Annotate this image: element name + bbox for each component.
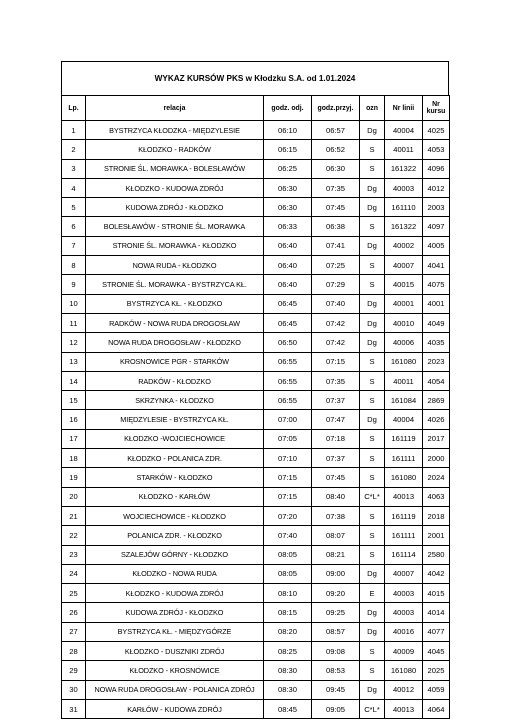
table-row (62, 564, 450, 583)
cell-godz-odj: 07:00 (264, 410, 312, 429)
cell-nr-linii: 161322 (385, 159, 423, 178)
cell-lp: 26 (62, 603, 86, 622)
cell-relacja: BYSTRZYCA KŁ. - MIĘDZYGÓRZE (86, 622, 264, 641)
cell-godz-przyj: 08:21 (312, 545, 360, 564)
table-body (62, 121, 450, 719)
cell-nr-linii: 40010 (385, 313, 423, 332)
schedule-table (61, 95, 450, 719)
header-nr-linii: Nr linii (385, 96, 423, 121)
cell-nr-linii: 161080 (385, 468, 423, 487)
cell-lp: 11 (62, 313, 86, 332)
cell-nr-linii: 40002 (385, 236, 423, 255)
cell-ozn: Dg (360, 198, 385, 217)
table-row (62, 236, 450, 255)
cell-relacja: RADKÓW - KŁODZKO (86, 371, 264, 390)
cell-lp: 25 (62, 584, 86, 603)
cell-lp: 23 (62, 545, 86, 564)
table-row (62, 429, 450, 448)
cell-lp: 6 (62, 217, 86, 236)
cell-ozn: S (360, 545, 385, 564)
cell-lp: 21 (62, 506, 86, 525)
cell-nr-kursu: 2018 (423, 506, 450, 525)
cell-nr-linii: 40003 (385, 178, 423, 197)
cell-nr-kursu: 4025 (423, 121, 450, 140)
cell-relacja: KŁODZKO - POLANICA ZDR. (86, 449, 264, 468)
cell-godz-odj: 06:55 (264, 391, 312, 410)
cell-nr-linii: 161114 (385, 545, 423, 564)
cell-nr-linii: 40016 (385, 622, 423, 641)
cell-nr-kursu: 4012 (423, 178, 450, 197)
cell-lp: 7 (62, 236, 86, 255)
cell-nr-kursu: 4075 (423, 275, 450, 294)
cell-ozn: Dg (360, 236, 385, 255)
cell-nr-kursu: 4054 (423, 371, 450, 390)
cell-godz-odj: 08:15 (264, 603, 312, 622)
cell-ozn: S (360, 275, 385, 294)
cell-nr-kursu: 4077 (423, 622, 450, 641)
table-row (62, 603, 450, 622)
cell-nr-kursu: 4001 (423, 294, 450, 313)
cell-lp: 5 (62, 198, 86, 217)
cell-relacja: NOWA RUDA - KŁODZKO (86, 256, 264, 275)
cell-godz-odj: 06:40 (264, 256, 312, 275)
cell-nr-linii: 40003 (385, 603, 423, 622)
table-row (62, 313, 450, 332)
cell-relacja: STRONIE ŚL. MORAWKA - BOLESŁAWÓW (86, 159, 264, 178)
cell-ozn: S (360, 429, 385, 448)
table-row (62, 391, 450, 410)
table-row (62, 487, 450, 506)
cell-ozn: Dg (360, 410, 385, 429)
cell-godz-odj: 06:50 (264, 333, 312, 352)
cell-ozn: S (360, 371, 385, 390)
cell-lp: 4 (62, 178, 86, 197)
cell-godz-odj: 07:15 (264, 468, 312, 487)
cell-lp: 18 (62, 449, 86, 468)
cell-nr-kursu: 4015 (423, 584, 450, 603)
cell-relacja: KUDOWA ZDRÓJ - KŁODZKO (86, 603, 264, 622)
cell-ozn: Dg (360, 313, 385, 332)
cell-godz-odj: 06:33 (264, 217, 312, 236)
table-row (62, 140, 450, 159)
cell-nr-linii: 40004 (385, 121, 423, 140)
cell-lp: 3 (62, 159, 86, 178)
cell-godz-przyj: 09:20 (312, 584, 360, 603)
cell-godz-odj: 07:05 (264, 429, 312, 448)
cell-relacja: STRONIE ŚL. MORAWKA - BYSTRZYCA KŁ. (86, 275, 264, 294)
table-row (62, 468, 450, 487)
cell-nr-kursu: 4041 (423, 256, 450, 275)
table-row (62, 275, 450, 294)
cell-ozn: S (360, 217, 385, 236)
cell-godz-odj: 08:05 (264, 545, 312, 564)
cell-nr-linii: 161110 (385, 198, 423, 217)
cell-nr-linii: 40007 (385, 256, 423, 275)
cell-nr-linii: 40006 (385, 333, 423, 352)
cell-godz-odj: 06:15 (264, 140, 312, 159)
cell-nr-kursu: 4049 (423, 313, 450, 332)
cell-nr-linii: 161111 (385, 526, 423, 545)
cell-godz-przyj: 07:40 (312, 294, 360, 313)
cell-nr-kursu: 4064 (423, 699, 450, 718)
cell-nr-kursu: 4097 (423, 217, 450, 236)
table-row (62, 584, 450, 603)
cell-godz-odj: 08:45 (264, 699, 312, 718)
cell-godz-odj: 06:45 (264, 294, 312, 313)
cell-ozn: Dg (360, 680, 385, 699)
table-row (62, 256, 450, 275)
cell-godz-przyj: 07:41 (312, 236, 360, 255)
cell-godz-przyj: 07:37 (312, 391, 360, 410)
cell-godz-przyj: 07:25 (312, 256, 360, 275)
cell-godz-przyj: 09:08 (312, 642, 360, 661)
header-lp: Lp. (62, 96, 86, 121)
cell-ozn: S (360, 506, 385, 525)
cell-nr-linii: 40003 (385, 584, 423, 603)
cell-godz-przyj: 08:57 (312, 622, 360, 641)
cell-ozn: S (360, 391, 385, 410)
cell-godz-przyj: 06:52 (312, 140, 360, 159)
cell-lp: 30 (62, 680, 86, 699)
header-godz-odj: godz. odj. (264, 96, 312, 121)
cell-nr-linii: 161084 (385, 391, 423, 410)
cell-godz-przyj: 09:25 (312, 603, 360, 622)
cell-ozn: C*L* (360, 699, 385, 718)
cell-nr-linii: 40001 (385, 294, 423, 313)
cell-godz-przyj: 06:57 (312, 121, 360, 140)
cell-nr-linii: 40011 (385, 140, 423, 159)
cell-ozn: S (360, 526, 385, 545)
cell-lp: 12 (62, 333, 86, 352)
cell-nr-kursu: 2023 (423, 352, 450, 371)
cell-relacja: BYSTRZYCA KŁODZKA - MIĘDZYLESIE (86, 121, 264, 140)
cell-lp: 22 (62, 526, 86, 545)
header-row (62, 96, 450, 121)
cell-godz-odj: 08:20 (264, 622, 312, 641)
cell-lp: 28 (62, 642, 86, 661)
cell-lp: 19 (62, 468, 86, 487)
cell-relacja: KŁODZKO - KROSNOWICE (86, 661, 264, 680)
cell-relacja: POLANICA ZDR. - KŁODZKO (86, 526, 264, 545)
cell-godz-przyj: 08:40 (312, 487, 360, 506)
table-row (62, 333, 450, 352)
cell-godz-przyj: 07:18 (312, 429, 360, 448)
cell-godz-przyj: 08:53 (312, 661, 360, 680)
cell-godz-przyj: 07:38 (312, 506, 360, 525)
header-nr-kursu: Nr kursu (423, 96, 450, 121)
table-row (62, 699, 450, 718)
cell-nr-linii: 40011 (385, 371, 423, 390)
cell-relacja: KŁODZKO - KUDOWA ZDRÓJ (86, 584, 264, 603)
cell-godz-przyj: 07:45 (312, 198, 360, 217)
cell-nr-kursu: 4035 (423, 333, 450, 352)
cell-relacja: NOWA RUDA DROGOSŁAW - KŁODZKO (86, 333, 264, 352)
cell-relacja: BOLESŁAWÓW - STRONIE ŚL. MORAWKA (86, 217, 264, 236)
table-row (62, 642, 450, 661)
cell-nr-linii: 161322 (385, 217, 423, 236)
cell-godz-przyj: 07:37 (312, 449, 360, 468)
cell-nr-kursu: 4053 (423, 140, 450, 159)
cell-nr-kursu: 2024 (423, 468, 450, 487)
cell-nr-linii: 161080 (385, 661, 423, 680)
table-row (62, 178, 450, 197)
cell-relacja: RADKÓW - NOWA RUDA DROGOSŁAW (86, 313, 264, 332)
cell-relacja: KŁODZKO - DUSZNIKI ZDRÓJ (86, 642, 264, 661)
cell-lp: 2 (62, 140, 86, 159)
cell-nr-kursu: 2017 (423, 429, 450, 448)
table-row (62, 121, 450, 140)
cell-ozn: C*L* (360, 487, 385, 506)
document-title: WYKAZ KURSÓW PKS w Kłodzku S.A. od 1.01.2024 (61, 61, 449, 95)
cell-relacja: BYSTRZYCA KŁ. - KŁODZKO (86, 294, 264, 313)
cell-relacja: NOWA RUDA DROGOSŁAW - POLANICA ZDRÓJ (86, 680, 264, 699)
cell-ozn: S (360, 140, 385, 159)
cell-lp: 1 (62, 121, 86, 140)
cell-godz-przyj: 09:05 (312, 699, 360, 718)
cell-relacja: KARŁÓW - KUDOWA ZDRÓJ (86, 699, 264, 718)
cell-godz-odj: 08:05 (264, 564, 312, 583)
cell-lp: 31 (62, 699, 86, 718)
cell-nr-kursu: 4063 (423, 487, 450, 506)
cell-nr-kursu: 2580 (423, 545, 450, 564)
cell-lp: 8 (62, 256, 86, 275)
table-row (62, 294, 450, 313)
cell-relacja: WOJCIECHOWICE - KŁODZKO (86, 506, 264, 525)
cell-godz-odj: 06:30 (264, 178, 312, 197)
cell-nr-linii: 161119 (385, 429, 423, 448)
cell-nr-linii: 40007 (385, 564, 423, 583)
cell-godz-przyj: 07:47 (312, 410, 360, 429)
cell-godz-odj: 06:40 (264, 275, 312, 294)
cell-ozn: Dg (360, 121, 385, 140)
cell-ozn: S (360, 642, 385, 661)
cell-ozn: E (360, 584, 385, 603)
cell-godz-odj: 06:55 (264, 352, 312, 371)
header-ozn: ozn (360, 96, 385, 121)
cell-relacja: KUDOWA ZDRÓJ - KŁODZKO (86, 198, 264, 217)
cell-godz-przyj: 09:45 (312, 680, 360, 699)
cell-nr-linii: 161080 (385, 352, 423, 371)
table-row (62, 410, 450, 429)
cell-ozn: S (360, 468, 385, 487)
cell-relacja: KŁODZKO -WOJCIECHOWICE (86, 429, 264, 448)
cell-nr-kursu: 4096 (423, 159, 450, 178)
cell-godz-przyj: 06:38 (312, 217, 360, 236)
table-row (62, 352, 450, 371)
cell-ozn: Dg (360, 294, 385, 313)
cell-godz-odj: 07:40 (264, 526, 312, 545)
cell-ozn: S (360, 352, 385, 371)
cell-godz-odj: 08:30 (264, 680, 312, 699)
cell-godz-przyj: 07:45 (312, 468, 360, 487)
cell-ozn: Dg (360, 333, 385, 352)
cell-ozn: S (360, 661, 385, 680)
cell-ozn: S (360, 449, 385, 468)
cell-godz-odj: 07:15 (264, 487, 312, 506)
cell-godz-odj: 07:10 (264, 449, 312, 468)
cell-lp: 13 (62, 352, 86, 371)
header-godz-przyj: godz.przyj. (312, 96, 360, 121)
cell-relacja: SZALEJÓW GÓRNY - KŁODZKO (86, 545, 264, 564)
table-row (62, 661, 450, 680)
cell-godz-odj: 08:30 (264, 661, 312, 680)
cell-godz-odj: 06:55 (264, 371, 312, 390)
cell-lp: 14 (62, 371, 86, 390)
cell-nr-linii: 40012 (385, 680, 423, 699)
table-row (62, 198, 450, 217)
table-row (62, 622, 450, 641)
cell-godz-przyj: 07:35 (312, 178, 360, 197)
cell-godz-przyj: 07:35 (312, 371, 360, 390)
cell-nr-kursu: 4014 (423, 603, 450, 622)
cell-lp: 17 (62, 429, 86, 448)
cell-lp: 16 (62, 410, 86, 429)
cell-relacja: STARKÓW - KŁODZKO (86, 468, 264, 487)
cell-relacja: KŁODZKO - KARŁÓW (86, 487, 264, 506)
cell-godz-przyj: 07:42 (312, 313, 360, 332)
table-row (62, 506, 450, 525)
cell-relacja: SKRZYNKA - KŁODZKO (86, 391, 264, 410)
cell-godz-przyj: 08:07 (312, 526, 360, 545)
cell-lp: 15 (62, 391, 86, 410)
cell-godz-odj: 08:25 (264, 642, 312, 661)
cell-godz-odj: 08:10 (264, 584, 312, 603)
cell-relacja: KŁODZKO - KUDOWA ZDRÓJ (86, 178, 264, 197)
cell-nr-kursu: 4005 (423, 236, 450, 255)
cell-ozn: Dg (360, 178, 385, 197)
cell-godz-odj: 07:20 (264, 506, 312, 525)
cell-godz-przyj: 07:42 (312, 333, 360, 352)
cell-nr-kursu: 2001 (423, 526, 450, 545)
cell-nr-kursu: 4059 (423, 680, 450, 699)
cell-relacja: STRONIE ŚL. MORAWKA - KŁODZKO (86, 236, 264, 255)
table-row (62, 217, 450, 236)
cell-nr-linii: 40015 (385, 275, 423, 294)
table-row (62, 680, 450, 699)
header-relacja: relacja (86, 96, 264, 121)
cell-godz-przyj: 07:29 (312, 275, 360, 294)
table-row (62, 526, 450, 545)
schedule-sheet (61, 61, 449, 719)
cell-ozn: S (360, 256, 385, 275)
cell-godz-odj: 06:45 (264, 313, 312, 332)
cell-godz-przyj: 07:15 (312, 352, 360, 371)
cell-relacja: KROSNOWICE PGR - STARKÓW (86, 352, 264, 371)
cell-godz-odj: 06:25 (264, 159, 312, 178)
table-row (62, 545, 450, 564)
cell-godz-odj: 06:10 (264, 121, 312, 140)
cell-godz-przyj: 09:00 (312, 564, 360, 583)
cell-ozn: S (360, 159, 385, 178)
cell-nr-kursu: 2000 (423, 449, 450, 468)
cell-nr-linii: 40009 (385, 642, 423, 661)
table-row (62, 449, 450, 468)
cell-godz-odj: 06:30 (264, 198, 312, 217)
cell-lp: 9 (62, 275, 86, 294)
cell-lp: 29 (62, 661, 86, 680)
cell-lp: 27 (62, 622, 86, 641)
table-row (62, 371, 450, 390)
cell-relacja: KŁODZKO - NOWA RUDA (86, 564, 264, 583)
cell-nr-kursu: 2869 (423, 391, 450, 410)
cell-nr-linii: 40013 (385, 699, 423, 718)
cell-ozn: Dg (360, 564, 385, 583)
cell-godz-przyj: 06:30 (312, 159, 360, 178)
cell-nr-kursu: 4042 (423, 564, 450, 583)
cell-ozn: Dg (360, 622, 385, 641)
cell-ozn: Dg (360, 603, 385, 622)
table-row (62, 159, 450, 178)
cell-nr-kursu: 2025 (423, 661, 450, 680)
cell-relacja: MIĘDZYLESIE - BYSTRZYCA KŁ. (86, 410, 264, 429)
cell-nr-linii: 161119 (385, 506, 423, 525)
cell-nr-kursu: 4026 (423, 410, 450, 429)
cell-lp: 10 (62, 294, 86, 313)
cell-relacja: KŁODZKO - RADKÓW (86, 140, 264, 159)
cell-lp: 20 (62, 487, 86, 506)
cell-nr-linii: 40004 (385, 410, 423, 429)
cell-nr-linii: 161111 (385, 449, 423, 468)
cell-nr-linii: 40013 (385, 487, 423, 506)
cell-nr-kursu: 2003 (423, 198, 450, 217)
cell-godz-odj: 06:40 (264, 236, 312, 255)
cell-nr-kursu: 4045 (423, 642, 450, 661)
cell-lp: 24 (62, 564, 86, 583)
